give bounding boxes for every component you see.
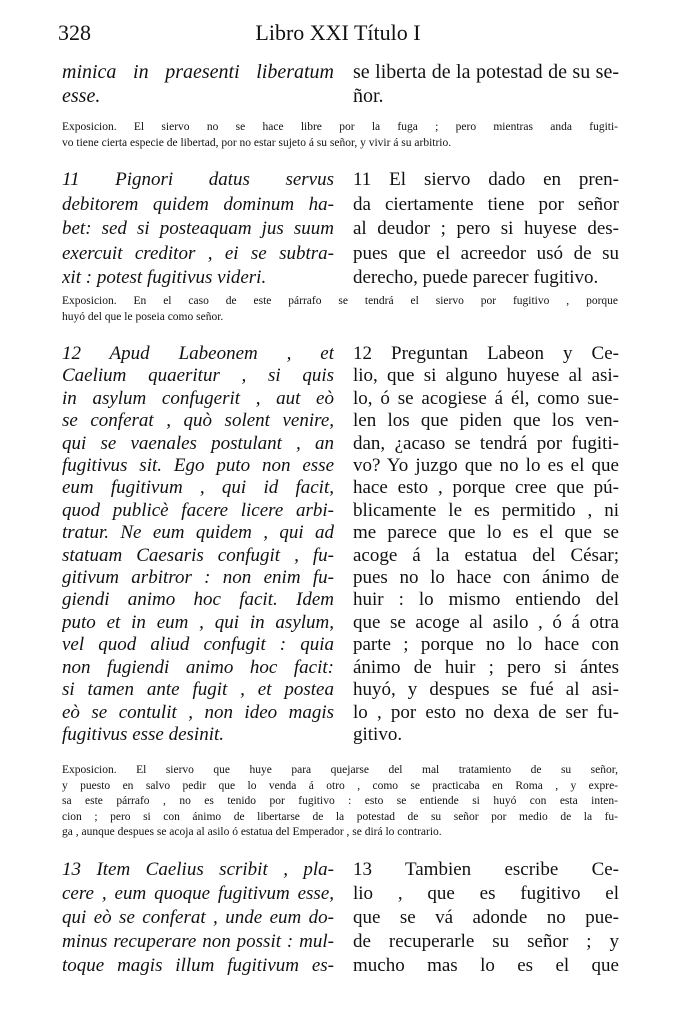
spanish-line: ñor.	[353, 85, 384, 107]
latin-line: se conferat , quò solent venire,	[62, 410, 334, 432]
exposicion-2	[62, 294, 618, 325]
spanish-line: de recuperarle su señor ; y	[353, 931, 619, 952]
latin-line: 11 Pignori datus servus	[62, 169, 334, 190]
latin-line: non fugiendi animo hoc facit:	[62, 656, 334, 678]
latin-line: Caelium quaeritur , si quis	[62, 365, 334, 387]
spanish-line: 13 Tambien escribe Ce-	[353, 859, 619, 880]
spanish-section-11	[353, 168, 619, 291]
spanish-line: que se vá adonde no pue-	[353, 907, 619, 928]
latin-line: fugitivus esse desinit.	[62, 723, 225, 745]
exposicion-line: huyó del que le poseia como señor.	[62, 310, 224, 323]
exposicion-line: cion ; pero si con ánimo de libertarse de la potestad de su señor por medio de la fu-	[62, 810, 618, 823]
latin-line: giendi animo hoc facit. Idem	[62, 589, 334, 611]
latin-line: debitorem quidem dominum ha-	[62, 193, 334, 215]
latin-line: qui eò se conferat , unde eum do-	[62, 907, 334, 928]
spanish-line: mucho mas lo es el que	[353, 955, 619, 976]
latin-line: minus recuperare non possit : mul-	[62, 931, 334, 952]
exposicion-line: Exposicion. En el caso de este párrafo se tendrá el siervo por fugitivo , porque	[62, 295, 618, 307]
spanish-line: al deudor ; pero si huyese des-	[353, 218, 619, 239]
spanish-line: 11 El siervo dado en pren-	[353, 169, 619, 190]
latin-line: vel quod aliud confugit : quia	[62, 634, 334, 656]
latin-line: quod publicè facere licere arbi-	[62, 499, 334, 521]
exposicion-1	[62, 120, 618, 151]
latin-line: in asylum confugerit , aut eò	[62, 387, 334, 409]
latin-line: puto et in eum , qui in asylum,	[62, 611, 334, 633]
latin-section-12	[62, 343, 334, 746]
latin-line: gitivum arbitror : non enim fu-	[62, 567, 334, 589]
latin-line: eò se contulit , non ideo magis	[62, 701, 334, 723]
latin-line: tratur. Ne eum quidem , qui ad	[62, 522, 334, 544]
latin-line: xit : potest fugitivus videri.	[62, 267, 267, 288]
spanish-line: ánimo de huir ; pero si ántes	[353, 656, 619, 678]
latin-line: esse.	[62, 85, 101, 107]
spanish-line: lo, ó se acogiese á él, como sue-	[353, 387, 619, 409]
spanish-line: hace esto , porque cree que pú-	[353, 477, 619, 499]
spanish-line: pues que el acreedor usó de su	[353, 242, 619, 264]
latin-line: exercuit creditor , ei se subtra-	[62, 242, 334, 264]
spanish-section-12	[353, 343, 619, 746]
spanish-line: da ciertamente tiene por señor	[353, 193, 619, 215]
spanish-line: huir : lo mismo entiendo del	[353, 589, 619, 611]
spanish-continuation	[353, 60, 619, 108]
latin-section-13	[62, 858, 334, 978]
spanish-line: len los que piden que los ven-	[353, 410, 619, 432]
spanish-line: gitivo.	[353, 723, 403, 745]
spanish-line: parte ; porque no lo hace con	[353, 634, 619, 656]
latin-line: si tamen ante fugit , et postea	[62, 679, 334, 701]
spanish-line: lio, que si alguno huyese al asi-	[353, 365, 619, 387]
exposicion-line: Exposicion. El siervo que huye para quejarse del mal tratamiento de su señor,	[62, 764, 618, 776]
spanish-line: vo? Yo juzgo que no lo es el que	[353, 455, 619, 477]
spanish-line: pues no lo hace con ánimo de	[353, 567, 619, 589]
spanish-line: me parece que lo es el que se	[353, 522, 619, 544]
spanish-line: acoge á la estatua del César;	[353, 544, 619, 566]
spanish-line: derecho, puede parecer fugitivo.	[353, 267, 599, 288]
spanish-line: lo , por esto no dexa de ser fu-	[353, 701, 619, 723]
exposicion-line: sa este párrafo , no es tenido por fugitivo : esto se entiende si huyó con esta inten-	[62, 795, 618, 807]
running-title: Libro XXI Título I	[255, 20, 421, 45]
latin-line: bet: sed si posteaquam jus suum	[62, 218, 334, 239]
spanish-line: dan, ¿acaso se tendrá por fugiti-	[353, 432, 619, 454]
page-number: 328	[58, 20, 91, 45]
spanish-section-13	[353, 858, 619, 978]
latin-line: 13 Item Caelius scribit , pla-	[62, 859, 334, 880]
exposicion-3	[62, 763, 618, 841]
spanish-line: que se acoge al asilo , ó á otra	[353, 611, 619, 633]
latin-continuation	[62, 60, 334, 108]
spanish-line: 12 Preguntan Labeon y Ce-	[353, 343, 619, 364]
exposicion-line: Exposicion. El siervo no se hace libre por la fuga ; pero mientras anda fugiti-	[62, 121, 618, 133]
page-header	[58, 20, 618, 48]
exposicion-line: ga , aunque despues se acoja al asilo ó estatua del Emperador , se dirá lo contrario.	[62, 826, 442, 838]
spanish-line: lio , que es fugitivo el	[353, 883, 619, 904]
spanish-line: huyó, y despues se fué al asi-	[353, 679, 619, 701]
latin-line: 12 Apud Labeonem , et	[62, 343, 334, 364]
spanish-line: blicamente le es permitido , ni	[353, 499, 619, 521]
spanish-line: se liberta de la potestad de su se-	[353, 61, 619, 83]
latin-line: statuam Caesaris confugit , fu-	[62, 544, 334, 566]
latin-section-11	[62, 168, 334, 291]
latin-line: minica in praesenti liberatum	[62, 61, 334, 83]
latin-line: fugitivus sit. Ego puto non esse	[62, 455, 334, 477]
exposicion-line: y puesto en salvo pedir que lo venda á otro , como se practicaba en Roma , y expre-	[62, 779, 618, 792]
latin-line: eum fugitivum , qui id facit,	[62, 477, 334, 499]
latin-line: qui se vaenales postulant , an	[62, 432, 334, 454]
exposicion-line: vo tiene cierta especie de libertad, por no estar sujeto á su señor, y vivir á su arbitrio.	[62, 136, 452, 149]
latin-line: cere , eum quoque fugitivum esse,	[62, 883, 334, 904]
latin-line: toque magis illum fugitivum es-	[62, 955, 334, 976]
